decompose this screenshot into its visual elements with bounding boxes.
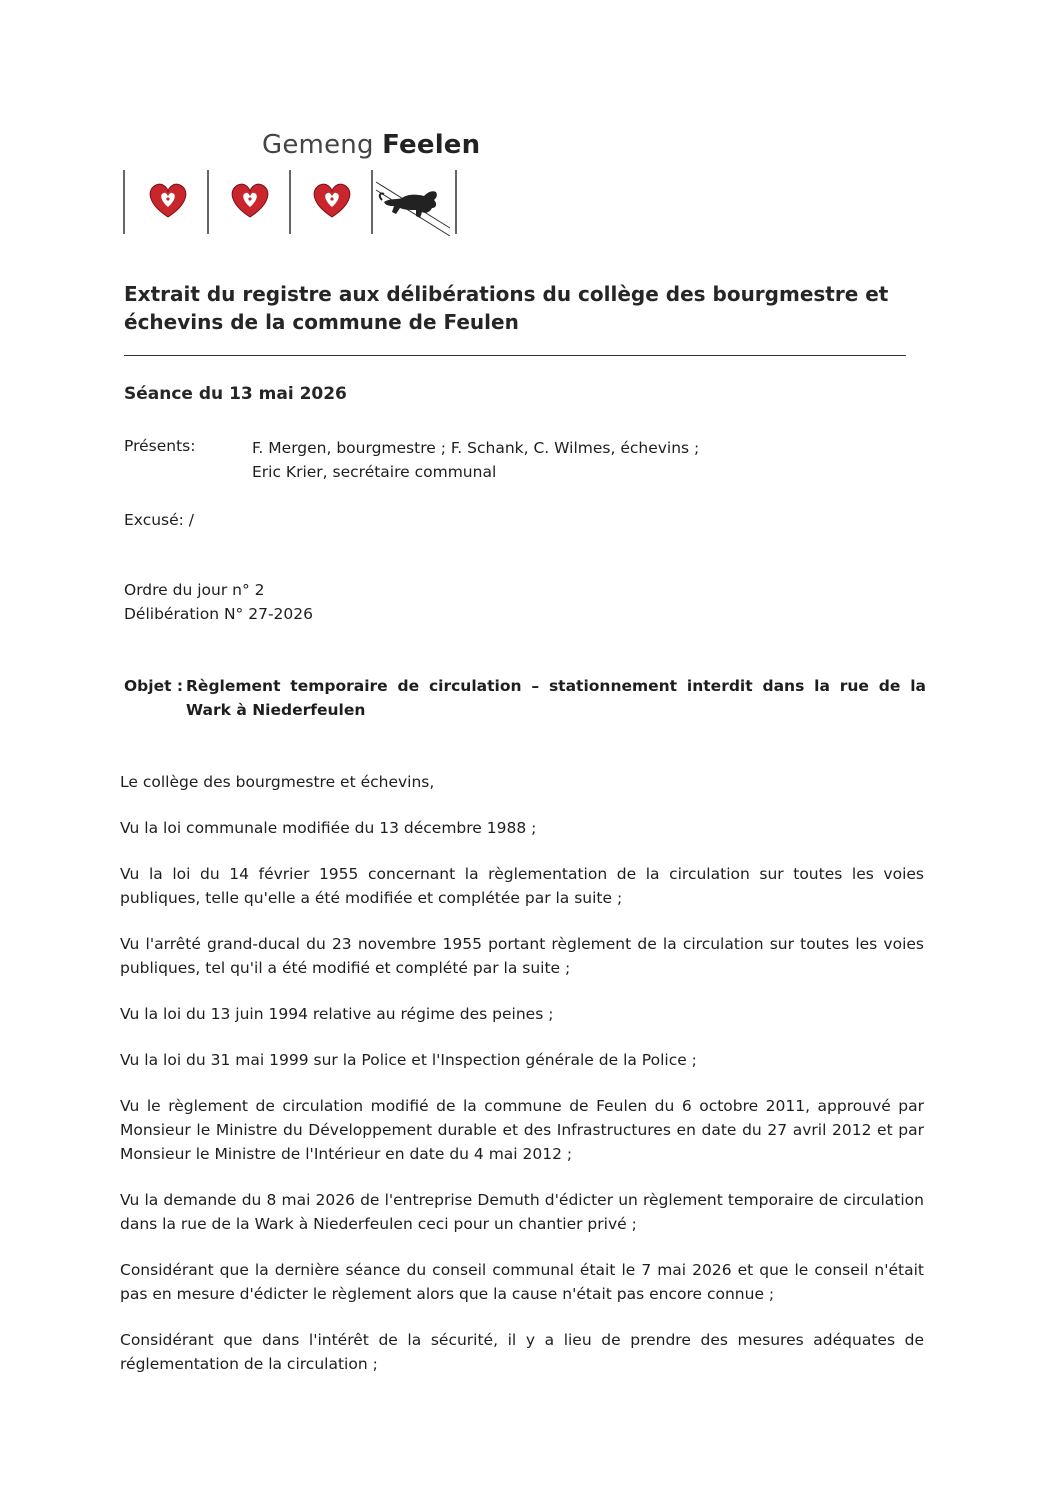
presents-line: F. Mergen, bourgmestre ; F. Schank, C. Wilmes, échevins ; (252, 439, 700, 457)
body-paragraph: Vu la loi communale modifiée du 13 décembre 1988 ; (120, 819, 537, 837)
deliberation-body (120, 770, 924, 1398)
heart-icon (314, 184, 350, 217)
municipality-coat-of-arms-strip (120, 168, 460, 236)
body-paragraph: Vu la loi du 14 février 1955 concernant la règlementation de la circulation sur toutes les voies publiques, telle qu'elle a été modifiée et complétée par la suite ; (120, 865, 924, 907)
presents-list (252, 436, 872, 484)
document-title: Extrait du registre aux délibérations du collège des bourgmestre et échevins de la commune de Feulen (124, 282, 889, 334)
subject-text: Règlement temporaire de circulation – stationnement interdit dans la rue de la Wark à Niederfeulen (186, 677, 926, 719)
title-divider (124, 355, 906, 356)
session-date: Séance du 13 mai 2026 (124, 384, 347, 404)
logo-text-bold: Feelen (382, 130, 481, 160)
agenda-reference (124, 578, 313, 626)
presents-line: Eric Krier, secrétaire communal (252, 463, 497, 481)
body-paragraph: Vu la loi du 31 mai 1999 sur la Police et l'Inspection générale de la Police ; (120, 1051, 697, 1069)
presents-label: Présents: (124, 437, 196, 455)
body-paragraph: Vu la loi du 13 juin 1994 relative au régime des peines ; (120, 1005, 554, 1023)
deliberation-number: Délibération N° 27-2026 (124, 605, 313, 623)
body-paragraph: Le collège des bourgmestre et échevins, (120, 773, 435, 791)
body-paragraph: Considérant que dans l'intérêt de la sécurité, il y a lieu de prendre des mesures adéquates de réglementation de la circulation ; (120, 1331, 924, 1373)
heraldic-beast-icon (376, 182, 450, 236)
body-paragraph: Considérant que la dernière séance du conseil communal était le 7 mai 2026 et que le conseil n'était pas en mesure d'édicter le règlement alors que la cause n'était pas encore connue ; (120, 1261, 924, 1303)
excused-line: Excusé: / (124, 511, 195, 529)
subject-label: Objet : (124, 677, 184, 695)
body-paragraph: Vu la demande du 8 mai 2026 de l'entreprise Demuth d'édicter un règlement temporaire de circulation dans la rue de la Wark à Niederfeulen ceci pour un chantier privé ; (120, 1191, 924, 1233)
body-paragraph: Vu le règlement de circulation modifié de la commune de Feulen du 6 octobre 2011, approuvé par Monsieur le Ministre du Développement durable et des Infrastructures en date du 27 avril 2012 et par Monsieur le Ministre de l'Intérieur en date du 4 mai 2012 ; (120, 1097, 924, 1163)
municipality-logo-text (262, 130, 480, 160)
agenda-item-number: Ordre du jour n° 2 (124, 581, 265, 599)
logo-text-prefix: Gemeng (262, 130, 374, 160)
heart-icon (232, 184, 268, 217)
heart-icon (150, 184, 186, 217)
body-paragraph: Vu l'arrêté grand-ducal du 23 novembre 1955 portant règlement de la circulation sur toutes les voies publiques, tel qu'il a été modifié et complété par la suite ; (120, 935, 924, 977)
